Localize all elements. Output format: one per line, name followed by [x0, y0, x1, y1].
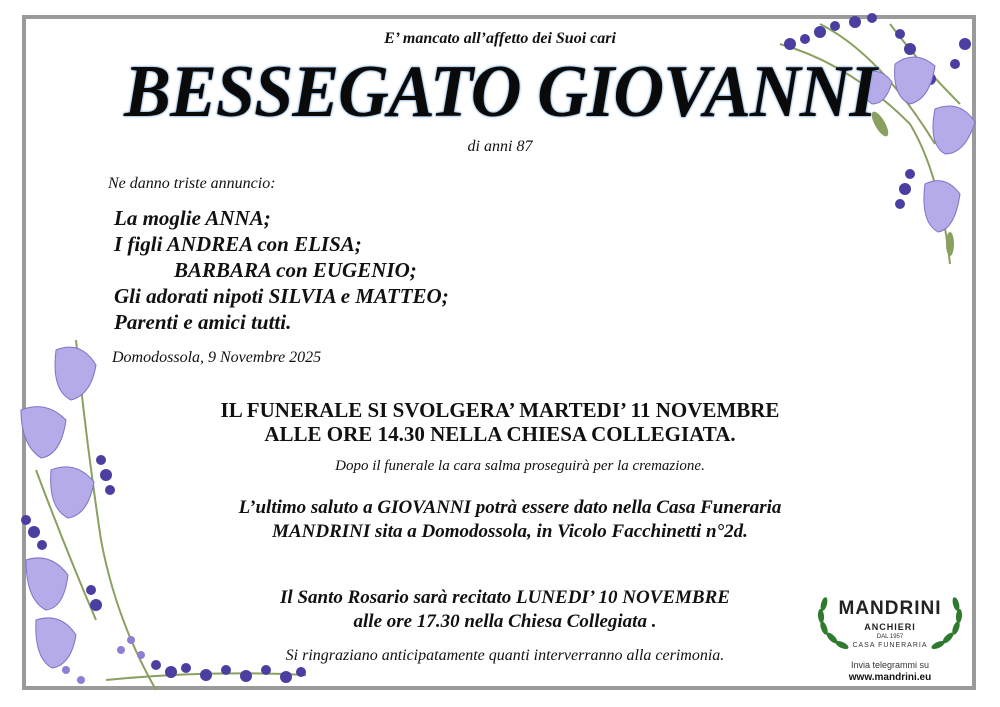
funeral-line: ALLE ORE 14.30 NELLA CHIESA COLLEGIATA.	[264, 422, 736, 446]
intro-text: E’ mancato all’affetto dei Suoi cari	[384, 30, 616, 47]
deceased-name: BESSEGATO GIOVANNI	[124, 51, 876, 133]
logo-line: CASA FUNERARIA	[852, 642, 928, 649]
family-line: BARBARA con EUGENIO;	[174, 258, 417, 282]
rosary-line: Il Santo Rosario sarà recitato LUNEDI’ 10 NOVEMBRE	[280, 587, 730, 608]
farewell-line: MANDRINI sita a Domodossola, in Vicolo Facchinetti n°2d.	[272, 521, 748, 542]
logo-telegram-text: Invia telegrammi su	[850, 660, 930, 670]
farewell-line: L’ultimo saluto a GIOVANNI potrà essere dato nella Casa Funeraria	[238, 497, 782, 518]
funeral-info	[0, 398, 1000, 446]
funeral-home-logo	[812, 588, 968, 688]
announcement-text: Ne danno triste annuncio:	[108, 175, 276, 192]
logo-website-link[interactable]: www.mandrini.eu	[848, 672, 932, 683]
logo-line: DAL 1957	[876, 634, 904, 640]
place-date: Domodossola, 9 Novembre 2025	[112, 349, 322, 366]
family-line: Parenti e amici tutti.	[114, 310, 292, 334]
thanks-text: Si ringraziano anticipatamente quanti interverranno alla cerimonia.	[285, 647, 725, 664]
family-line: I figli ANDREA con ELISA;	[114, 232, 362, 256]
cremation-note: Dopo il funerale la cara salma proseguirà per la cremazione.	[335, 458, 705, 474]
farewell-info	[0, 496, 1000, 544]
logo-brand: MANDRINI	[838, 598, 942, 619]
family-list	[114, 205, 449, 335]
funeral-line: IL FUNERALE SI SVOLGERA’ MARTEDI’ 11 NOVEMBRE	[220, 398, 780, 422]
rosary-line: alle ore 17.30 nella Chiesa Collegiata .	[353, 611, 657, 632]
family-line: La moglie ANNA;	[114, 206, 271, 230]
family-line: Gli adorati nipoti SILVIA e MATTEO;	[114, 284, 449, 308]
logo-line: ANCHIERI	[864, 622, 916, 632]
age-text: di anni 87	[467, 138, 533, 155]
